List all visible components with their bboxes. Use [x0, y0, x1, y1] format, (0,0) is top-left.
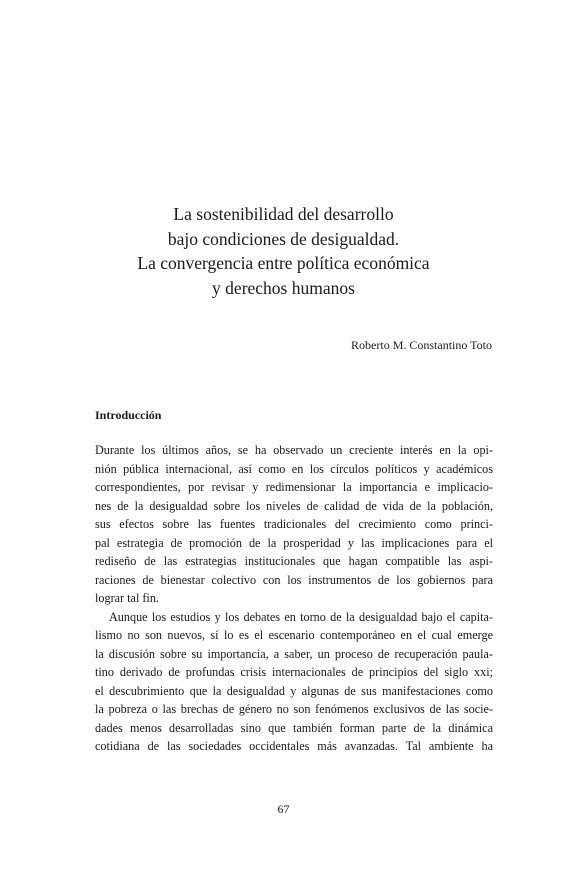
chapter-title [60, 202, 507, 300]
text-line: lismo no son nuevos, sí lo es el escenario contemporáneo en el cual emerge [95, 628, 493, 642]
text-line: pal estrategia de promoción de la prosperidad y las implicaciones para el [95, 535, 493, 550]
page-number: 67 [277, 802, 290, 816]
paragraph-2 [95, 608, 493, 756]
title-line: La convergencia entre política económica [137, 253, 430, 273]
title-line: y derechos humanos [212, 277, 355, 298]
text-line: la pobreza o las brechas de género no son fenómenos exclusivos de las socie- [95, 702, 493, 716]
text-line: la discusión sobre su importancia, a saber, un proceso de recuperación paula- [95, 646, 493, 661]
body-text [95, 441, 493, 756]
text-line: nes de la desigualdad sobre los niveles de calidad de vida de la población, [95, 498, 493, 513]
author-name: Roberto M. Constantino Toto [351, 338, 492, 352]
text-line: nión pública internacional, así como en los círculos políticos y académicos [95, 461, 493, 476]
text-line: cotidiana de las sociedades occidentales más avanzadas. Tal ambiente ha [95, 739, 493, 753]
text-line: correspondientes, por revisar y redimensionar la importancia e implicacio- [95, 480, 493, 494]
text-line: Durante los últimos años, se ha observado un creciente interés en la opi- [95, 443, 493, 457]
text-line: el descubrimiento que la desigualdad y algunas de sus manifestaciones como [95, 683, 493, 698]
text-line: lograr tal fin. [95, 591, 159, 605]
text-line: raciones de bienestar colectivo con los instrumentos de los gobiernos para [95, 572, 493, 587]
text-line: dades menos desarrolladas sino que también forman parte de la dinámica [95, 720, 493, 735]
text-line: sus efectos sobre las fuentes tradicionales del crecimiento como princi- [95, 517, 493, 531]
section-heading: Introducción [95, 408, 162, 422]
paragraph-1 [95, 441, 493, 608]
title-line: bajo condiciones de desigualdad. [167, 228, 400, 249]
text-line: tino derivado de profundas crisis internacionales de principios del siglo xxi; [95, 665, 493, 679]
text-line: rediseño de las estrategias institucionales que hagan compatible las aspi- [95, 554, 493, 568]
text-line: Aunque los estudios y los debates en torno de la desigualdad bajo el capita- [109, 609, 493, 624]
title-line: La sostenibilidad del desarrollo [173, 204, 394, 224]
